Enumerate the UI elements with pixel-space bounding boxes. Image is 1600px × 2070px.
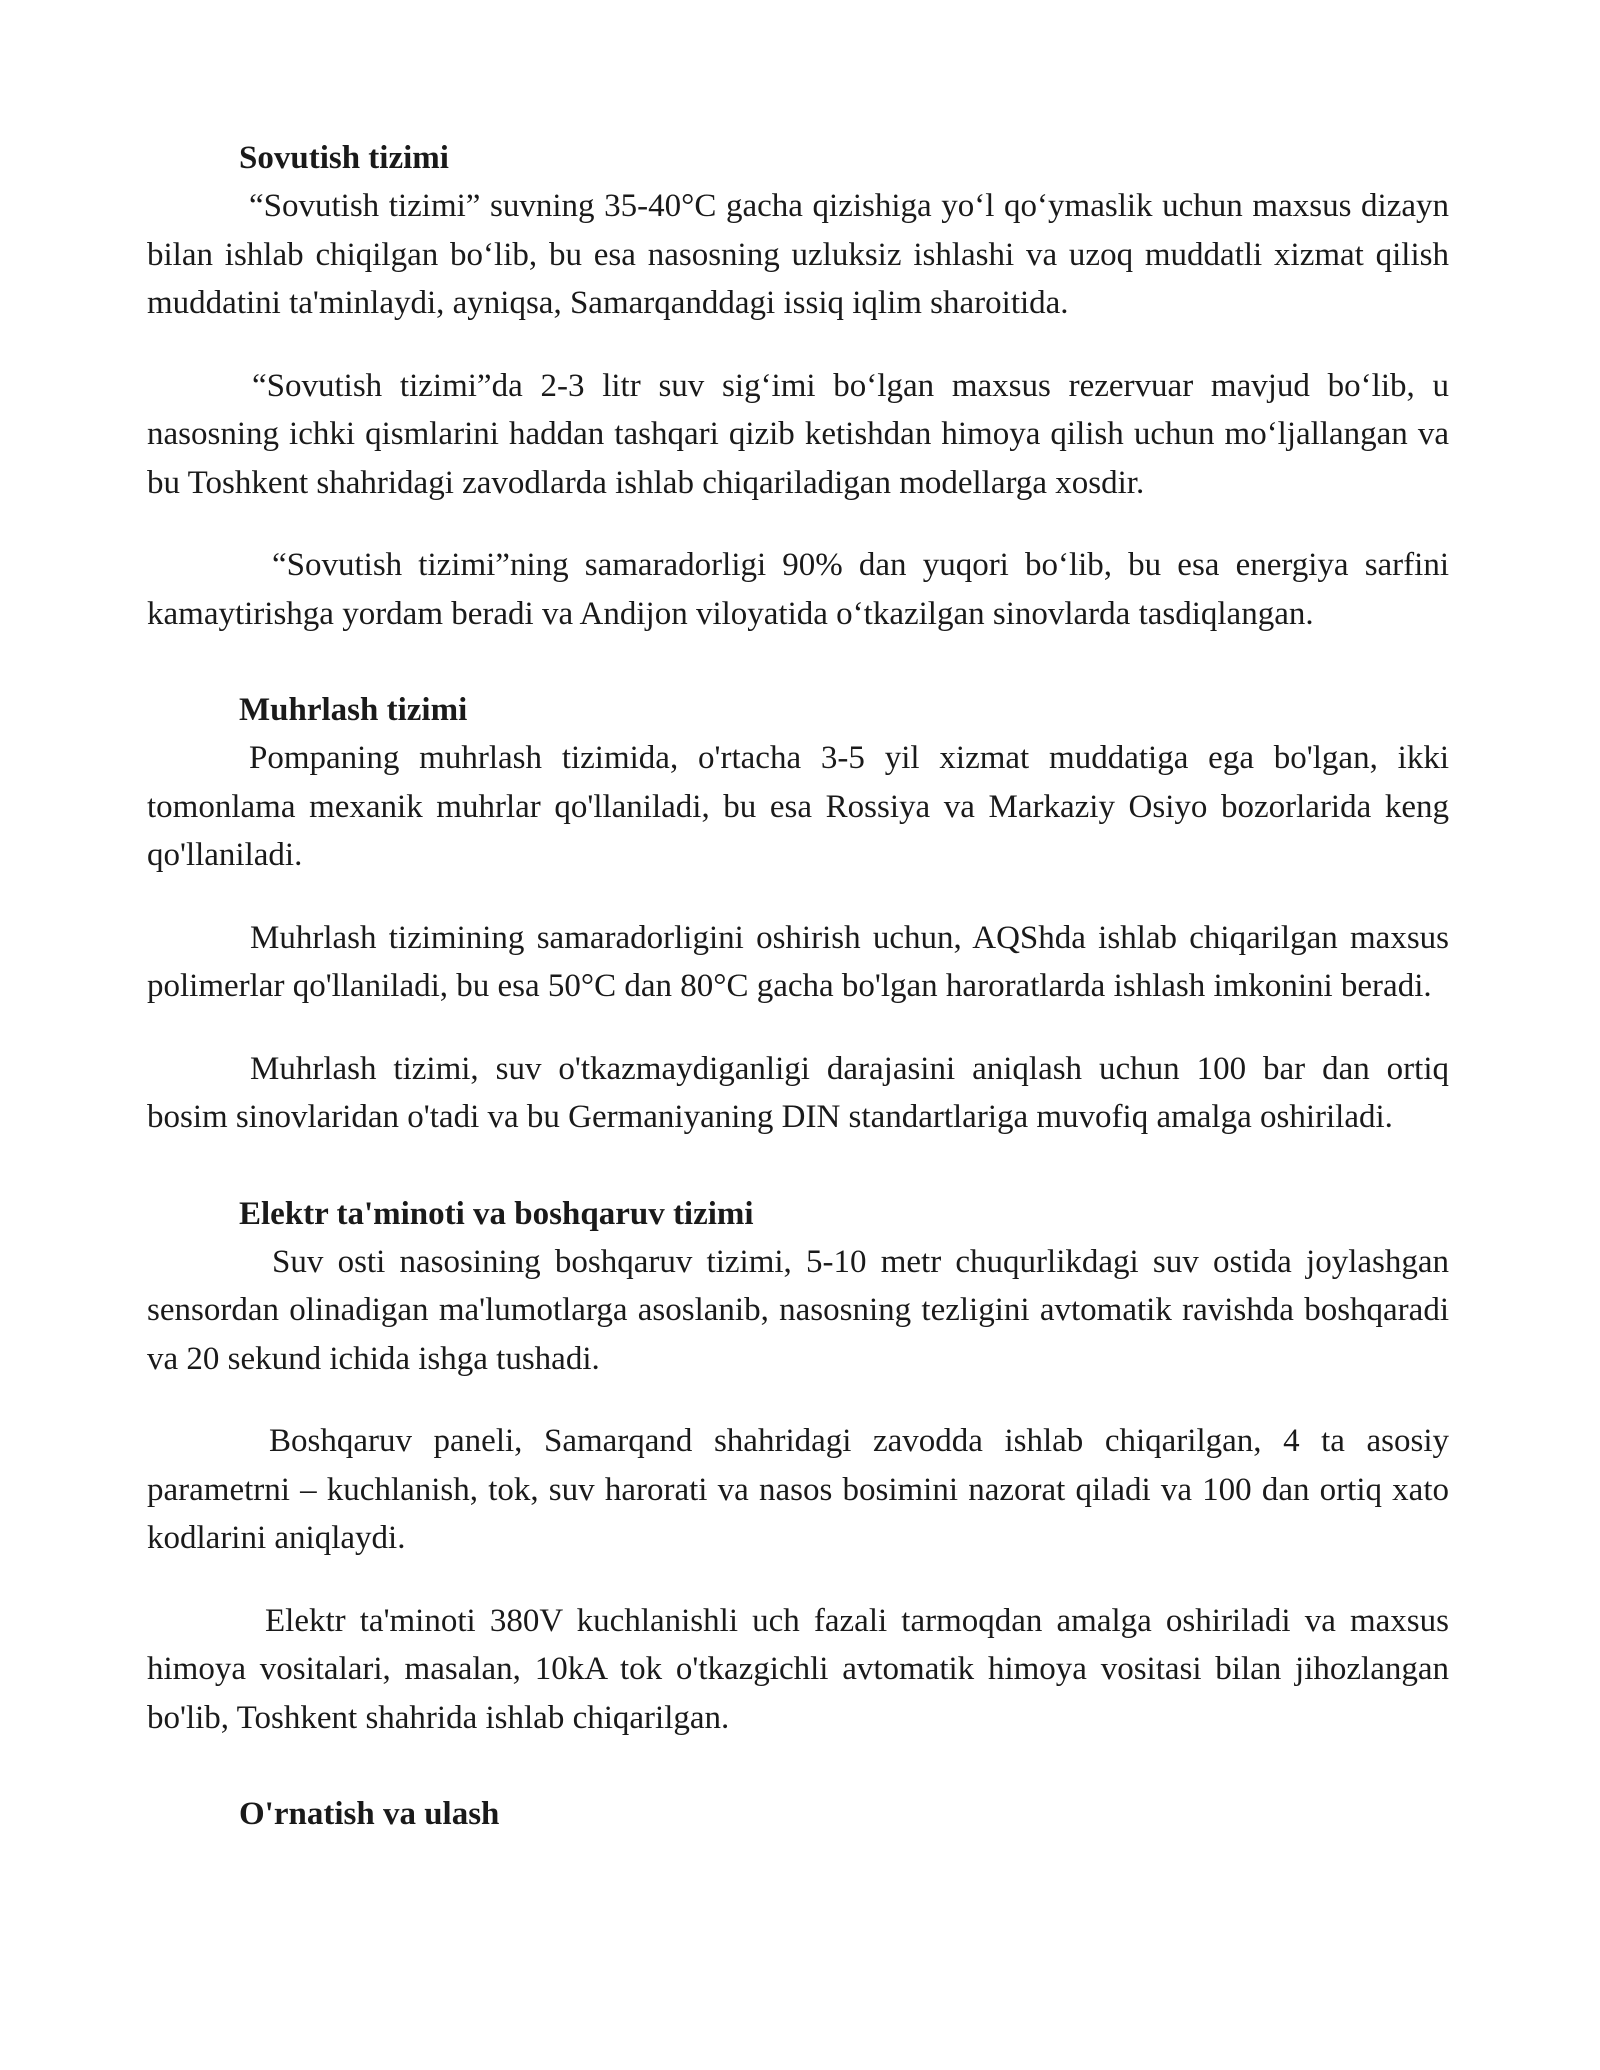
paragraph: Pompaning muhrlash tizimida, o'rtacha 3-5 yil xizmat muddatiga ega bo'lgan, ikki tomonlama mexanik muhrlar qo'llaniladi, bu esa Rossiya va Markaziy Osiyo bozorlarida keng qo'llaniladi. <box>147 740 1449 873</box>
paragraph: “Sovutish tizimi” suvning 35-40°C gacha qizishiga yo‘l qo‘ymaslik uchun maxsus dizayn bilan ishlab chiqilgan bo‘lib, bu esa nasosning uzluksiz ishlashi va uzoq muddatli xizmat qilish muddatini ta'minlaydi, ayniqsa, Samarqanddagi issiq iqlim sharoitida. <box>147 188 1449 321</box>
section-heading: O'rnatish va ulash <box>239 1796 500 1832</box>
section-heading: Muhrlash tizimi <box>239 692 468 728</box>
paragraph: Muhrlash tizimining samaradorligini oshirish uchun, AQShda ishlab chiqarilgan maxsus polimerlar qo'llaniladi, bu esa 50°C dan 80°C gacha bo'lgan haroratlarda ishlash imkonini beradi. <box>147 919 1449 1004</box>
paragraph: Elektr ta'minoti 380V kuchlanishli uch fazali tarmoqdan amalga oshiriladi va maxsus himoya vositalari, masalan, 10kA tok o'tkazgichli avtomatik himoya vositasi bilan jihozlangan bo'lib, Toshkent shahrida ishlab chiqarilgan. <box>147 1602 1449 1736</box>
paragraph: Muhrlash tizimi, suv o'tkazmaydiganligi darajasini aniqlash uchun 100 bar dan ortiq bosim sinovlaridan o'tadi va bu Germaniyaning DIN standartlariga muvofiq amalga oshiriladi. <box>147 1050 1449 1135</box>
section-heading: Elektr ta'minoti va boshqaruv tizimi <box>239 1195 754 1232</box>
paragraph: Suv osti nasosining boshqaruv tizimi, 5-10 metr chuqurlikdagi suv ostida joylashgan sensordan olinadigan ma'lumotlarga asoslanib, nasosning tezligini avtomatik ravishda boshqaradi va 20 sekund ichida ishga tushadi. <box>147 1243 1449 1377</box>
paragraph: “Sovutish tizimi”da 2-3 litr suv sig‘imi bo‘lgan maxsus rezervuar mavjud bo‘lib, u nasosning ichki qismlarini haddan tashqari qizib ketishdan himoya qilish uchun mo‘ljallangan va bu Toshkent shahridagi zavodlarda ishlab chiqariladigan modellarga xosdir. <box>147 367 1449 501</box>
paragraph: Boshqaruv paneli, Samarqand shahridagi zavodda ishlab chiqarilgan, 4 ta asosiy parametrni – kuchlanish, tok, suv harorati va nasos bosimini nazorat qiladi va 100 dan ortiq xato kodlarini aniqlaydi. <box>147 1423 1449 1556</box>
document-body <box>147 134 1449 1838</box>
section-sealing-system <box>147 686 1449 1142</box>
paragraph: “Sovutish tizimi”ning samaradorligi 90% dan yuqori bo‘lib, bu esa energiya sarfini kamaytirishga yordam beradi va Andijon viloyatida o‘tkazilgan sinovlarda tasdiqlangan. <box>147 547 1449 632</box>
section-power-control-system <box>147 1190 1449 1743</box>
section-heading: Sovutish tizimi <box>239 140 449 176</box>
section-installation <box>147 1790 1449 1838</box>
section-cooling-system <box>147 134 1449 638</box>
